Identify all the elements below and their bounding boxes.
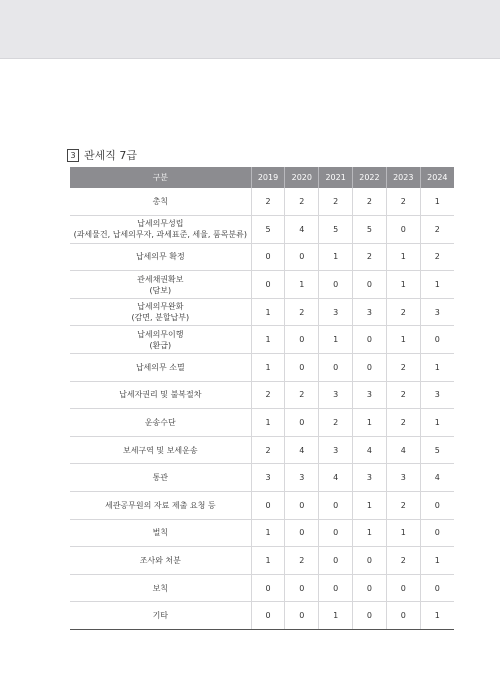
- count-cell: 2: [285, 188, 319, 216]
- row-label: [70, 602, 251, 630]
- count-cell: 0: [386, 574, 420, 602]
- header-year: 2023: [386, 167, 420, 188]
- count-cell: 0: [319, 354, 353, 382]
- row-label-line: 납세의무완화: [137, 302, 184, 312]
- count-cell: 1: [319, 602, 353, 630]
- count-cell: 0: [353, 271, 387, 299]
- count-cell: 5: [353, 216, 387, 244]
- row-label: [70, 354, 251, 382]
- row-label-line: 보세구역 및 보세운송: [122, 445, 198, 455]
- section-number-box: 3: [67, 149, 79, 162]
- count-cell: 1: [251, 354, 285, 382]
- row-label-line: 납세자권리 및 불복절차: [119, 390, 202, 400]
- row-label-line: 운송수단: [144, 418, 176, 428]
- count-cell: 1: [386, 326, 420, 354]
- table-row: [70, 519, 454, 547]
- table-row: [70, 547, 454, 575]
- table-body: [70, 188, 454, 630]
- section-title: 관세직 7급: [84, 149, 137, 162]
- count-cell: 5: [420, 436, 454, 464]
- count-cell: 1: [353, 492, 387, 520]
- row-label: [70, 492, 251, 520]
- count-cell: 0: [420, 519, 454, 547]
- count-cell: 1: [420, 271, 454, 299]
- row-label: [70, 519, 251, 547]
- count-cell: 3: [420, 381, 454, 409]
- count-cell: 2: [353, 188, 387, 216]
- row-label-line: 조사와 처분: [139, 556, 181, 566]
- header-year: 2021: [319, 167, 353, 188]
- section-heading: [67, 147, 137, 163]
- exam-frequency-table: [70, 167, 454, 630]
- count-cell: 0: [420, 574, 454, 602]
- table-row: [70, 243, 454, 271]
- table-row: [70, 602, 454, 630]
- count-cell: 1: [420, 547, 454, 575]
- count-cell: 0: [285, 519, 319, 547]
- header-category: 구분: [70, 167, 251, 188]
- count-cell: 1: [420, 602, 454, 630]
- count-cell: 1: [319, 243, 353, 271]
- count-cell: 2: [420, 243, 454, 271]
- count-cell: 2: [319, 188, 353, 216]
- table-row: [70, 409, 454, 437]
- count-cell: 0: [319, 492, 353, 520]
- count-cell: 0: [251, 574, 285, 602]
- row-label-line: (과세물건, 납세의무자, 과세표준, 세율, 품목분류): [73, 230, 247, 240]
- count-cell: 1: [251, 409, 285, 437]
- table-row: [70, 381, 454, 409]
- count-cell: 5: [251, 216, 285, 244]
- count-cell: 3: [353, 381, 387, 409]
- table-header-row: [70, 167, 454, 188]
- count-cell: 0: [353, 326, 387, 354]
- count-cell: 2: [353, 243, 387, 271]
- count-cell: 1: [319, 326, 353, 354]
- header-year: 2024: [420, 167, 454, 188]
- table-row: [70, 574, 454, 602]
- table-row: [70, 298, 454, 326]
- row-label-line: 납세의무 확정: [135, 252, 185, 262]
- row-label-line: 납세의무성립: [137, 219, 184, 229]
- row-label: [70, 464, 251, 492]
- count-cell: 4: [420, 464, 454, 492]
- count-cell: 3: [319, 436, 353, 464]
- count-cell: 0: [353, 547, 387, 575]
- count-cell: 3: [285, 464, 319, 492]
- count-cell: 1: [353, 519, 387, 547]
- row-label-line: 통관: [152, 473, 169, 483]
- count-cell: 0: [319, 547, 353, 575]
- count-cell: 1: [285, 271, 319, 299]
- count-cell: 5: [319, 216, 353, 244]
- table-row: [70, 464, 454, 492]
- count-cell: 4: [353, 436, 387, 464]
- row-label: [70, 216, 251, 244]
- row-label-line: 벌칙: [152, 528, 169, 538]
- count-cell: 1: [386, 519, 420, 547]
- count-cell: 2: [386, 409, 420, 437]
- count-cell: 0: [251, 243, 285, 271]
- header-year: 2020: [285, 167, 319, 188]
- row-label-line: 총칙: [152, 197, 169, 207]
- count-cell: 2: [319, 409, 353, 437]
- count-cell: 0: [285, 409, 319, 437]
- table-row: [70, 492, 454, 520]
- count-cell: 1: [251, 547, 285, 575]
- count-cell: 2: [285, 547, 319, 575]
- row-label-line: 납세의무이행: [137, 329, 184, 339]
- count-cell: 0: [386, 216, 420, 244]
- count-cell: 0: [353, 354, 387, 382]
- table-row: [70, 354, 454, 382]
- table-row: [70, 326, 454, 354]
- count-cell: 1: [353, 409, 387, 437]
- count-cell: 4: [285, 216, 319, 244]
- count-cell: 0: [319, 574, 353, 602]
- count-cell: 4: [319, 464, 353, 492]
- table-row: [70, 436, 454, 464]
- row-label: [70, 271, 251, 299]
- row-label: [70, 574, 251, 602]
- count-cell: 1: [251, 298, 285, 326]
- count-cell: 2: [285, 381, 319, 409]
- count-cell: 0: [285, 326, 319, 354]
- count-cell: 1: [386, 243, 420, 271]
- table-row: [70, 188, 454, 216]
- count-cell: 0: [285, 243, 319, 271]
- count-cell: 0: [319, 271, 353, 299]
- count-cell: 2: [386, 492, 420, 520]
- row-label: [70, 188, 251, 216]
- count-cell: 3: [353, 464, 387, 492]
- count-cell: 4: [386, 436, 420, 464]
- count-cell: 0: [420, 492, 454, 520]
- count-cell: 0: [420, 326, 454, 354]
- count-cell: 2: [386, 354, 420, 382]
- row-label: [70, 326, 251, 354]
- count-cell: 3: [420, 298, 454, 326]
- row-label: [70, 381, 251, 409]
- count-cell: 2: [251, 381, 285, 409]
- row-label: [70, 243, 251, 271]
- count-cell: 0: [319, 519, 353, 547]
- count-cell: 0: [285, 602, 319, 630]
- row-label-line: 보칙: [152, 583, 169, 593]
- count-cell: 2: [386, 188, 420, 216]
- row-label: [70, 547, 251, 575]
- table-row: [70, 271, 454, 299]
- count-cell: 1: [420, 188, 454, 216]
- table-row: [70, 216, 454, 244]
- row-label-line: 기타: [152, 611, 169, 621]
- count-cell: 0: [251, 492, 285, 520]
- count-cell: 2: [386, 298, 420, 326]
- row-label-line: 납세의무 소멸: [135, 362, 185, 372]
- count-cell: 0: [353, 602, 387, 630]
- row-label: [70, 298, 251, 326]
- count-cell: 3: [386, 464, 420, 492]
- count-cell: 0: [353, 574, 387, 602]
- count-cell: 0: [386, 602, 420, 630]
- row-label-line: 세관공무원의 자료 제출 요청 등: [104, 500, 216, 510]
- count-cell: 1: [251, 519, 285, 547]
- count-cell: 4: [285, 436, 319, 464]
- count-cell: 1: [251, 326, 285, 354]
- count-cell: 0: [285, 574, 319, 602]
- count-cell: 2: [251, 436, 285, 464]
- count-cell: 0: [285, 354, 319, 382]
- row-label-line: (환급): [149, 340, 172, 350]
- count-cell: 2: [285, 298, 319, 326]
- count-cell: 3: [319, 298, 353, 326]
- count-cell: 0: [251, 271, 285, 299]
- count-cell: 2: [420, 216, 454, 244]
- count-cell: 2: [386, 547, 420, 575]
- count-cell: 1: [420, 409, 454, 437]
- header-year: 2022: [353, 167, 387, 188]
- header-year: 2019: [251, 167, 285, 188]
- count-cell: 3: [319, 381, 353, 409]
- row-label: [70, 409, 251, 437]
- count-cell: 2: [251, 188, 285, 216]
- row-label-line: (담보): [149, 285, 172, 295]
- count-cell: 1: [420, 354, 454, 382]
- row-label-line: 관세채권확보: [137, 274, 184, 284]
- count-cell: 3: [251, 464, 285, 492]
- row-label-line: (감면, 분할납부): [131, 313, 190, 323]
- row-label: [70, 436, 251, 464]
- page-header-band: [0, 0, 500, 59]
- count-cell: 0: [285, 492, 319, 520]
- count-cell: 2: [386, 381, 420, 409]
- count-cell: 1: [386, 271, 420, 299]
- count-cell: 3: [353, 298, 387, 326]
- count-cell: 0: [251, 602, 285, 630]
